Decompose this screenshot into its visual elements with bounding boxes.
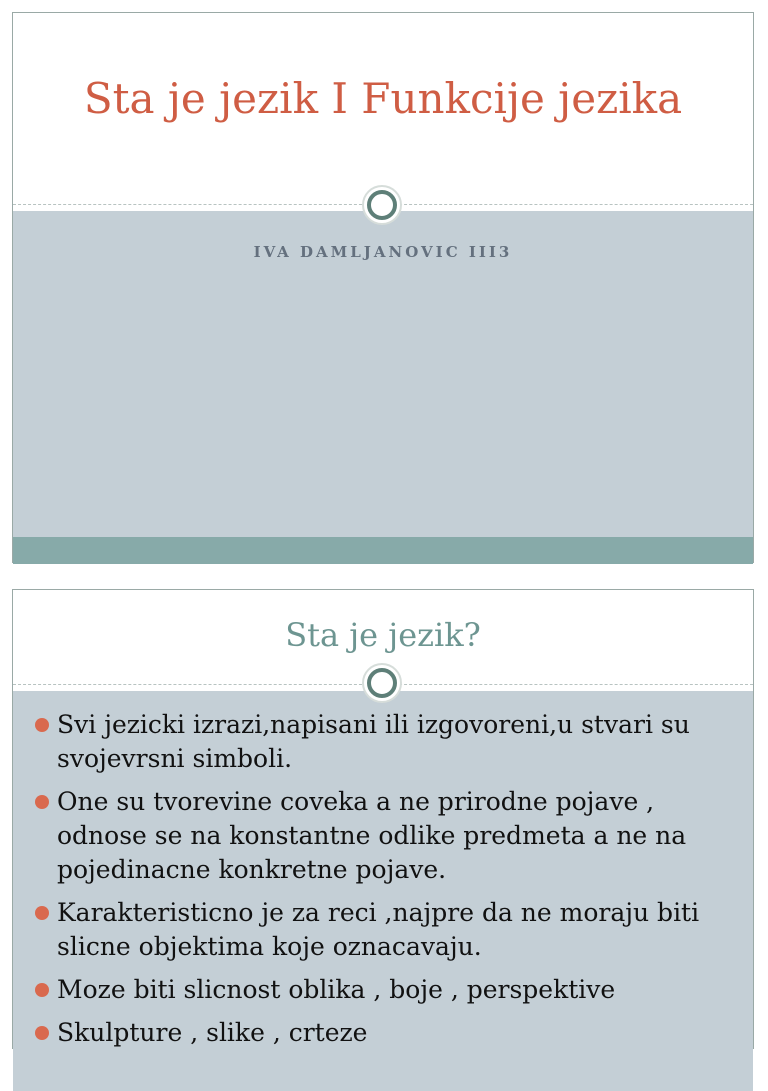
slide-1-footer-bar [13, 537, 753, 564]
slide-2 [12, 589, 754, 1049]
bullet-text: Karakteristicno je za reci ,najpre da ne moraju biti slicne objektima koje oznacavaju. [57, 898, 700, 961]
bullet-text: Svi jezicki izrazi,napisani ili izgovoreni,u stvari su svojevrsni simboli. [57, 710, 690, 773]
bullet-dot-icon [35, 983, 49, 997]
bullet-dot-icon [35, 1026, 49, 1040]
bullet-dot-icon [35, 795, 49, 809]
bullet-text: One su tvorevine coveka a ne prirodne pojave , odnose se na konstantne odlike predmeta a ne na pojedinacne konkretne pojave. [57, 787, 687, 884]
ring-ornament-icon [362, 663, 402, 703]
slide-1-title: Sta je jezik I Funkcije jezika [83, 74, 683, 123]
ring-ornament-icon [362, 185, 402, 225]
slide-1 [12, 12, 754, 563]
bullet-dot-icon [35, 906, 49, 920]
bullet-text: Moze biti slicnost oblika , boje , perspektive [57, 975, 616, 1004]
bullet-list [35, 708, 745, 1059]
bullet-text: Skulpture , slike , crteze [57, 1018, 368, 1047]
list-item [35, 708, 745, 776]
bullet-dot-icon [35, 718, 49, 732]
list-item [35, 1016, 745, 1050]
slide-1-subtitle: IVA DAMLJANOVIC III3 [253, 243, 513, 261]
list-item [35, 973, 745, 1007]
list-item [35, 785, 745, 887]
list-item [35, 896, 745, 964]
slide-2-title: Sta je jezik? [285, 616, 481, 654]
